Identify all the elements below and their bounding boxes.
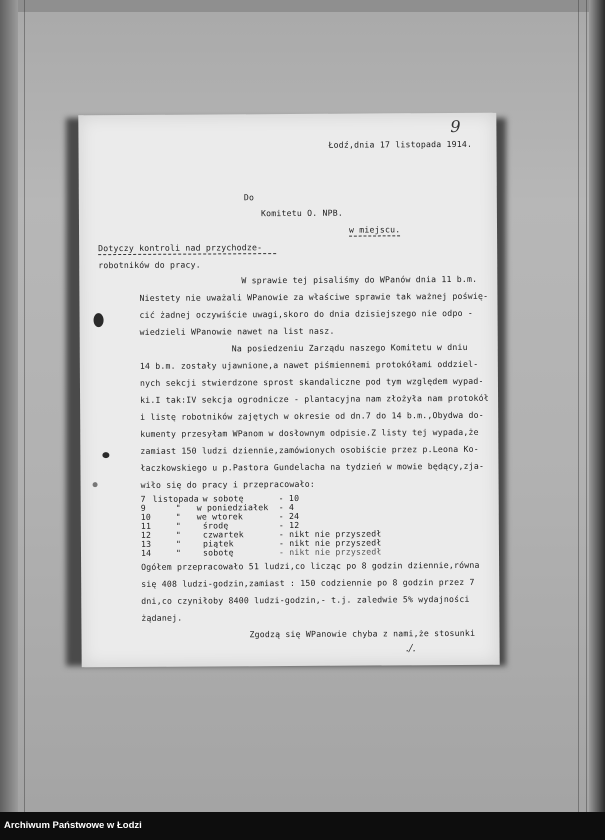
schedule-ditto: " bbox=[175, 538, 182, 549]
frame-line bbox=[586, 0, 587, 812]
schedule-count: - 24 bbox=[278, 510, 300, 522]
schedule-count: - nikt nie przyszedł bbox=[278, 546, 382, 558]
place-date: Łodź,dnia 17 listopada 1914. bbox=[328, 138, 473, 150]
body-line: i listę robotników zajętych w okresie od dn.7 do 14 b.m.,Obydwa do- bbox=[140, 409, 484, 422]
schedule-day: 7 bbox=[140, 493, 146, 504]
body-line: łaczkowskiego u p.Pastora Gundelacha na tydzień w mowie będący,zja- bbox=[140, 460, 485, 473]
schedule-weekday: w sobotę bbox=[202, 493, 244, 504]
body-line: ki.I tak:IV sekcja ogrodnicze - plantacyjna nam złożyła nam protokół bbox=[140, 392, 489, 405]
body-line: W sprawie tej pisaliśmy do WPanów dnia 11 b.m. bbox=[241, 273, 478, 286]
schedule-ditto: " bbox=[175, 520, 181, 531]
punch-hole bbox=[94, 313, 104, 327]
schedule-ditto: listopada bbox=[152, 493, 199, 504]
schedule-count: - 12 bbox=[278, 519, 300, 531]
top-edge bbox=[0, 0, 605, 12]
addressee-name: Komitetu O. NPB. bbox=[260, 207, 344, 219]
schedule-count: - nikt nie przyszedł bbox=[278, 528, 382, 540]
body-line: wiło się do pracy i przepracowało: bbox=[140, 478, 316, 490]
schedule-day: 10 bbox=[140, 511, 152, 522]
subject-line-1: Dotyczy kontroli nad przychodze- bbox=[98, 242, 263, 254]
body-line: cić żadnej oczywiście uwagi,skoro do dnia dzisiejszego nie odpo - bbox=[139, 307, 473, 320]
body-line: kumenty przesyłam WPanom w dosłownym odpisie.Z listy tej wypada,że bbox=[140, 426, 479, 439]
body-line: Na posiedzeniu Zarządu naszego Komitetu w dniu bbox=[231, 341, 468, 354]
left-edge bbox=[0, 0, 18, 812]
schedule-weekday: środę bbox=[202, 520, 229, 531]
body-line: wiedzieli WPanowie nawet na list nasz. bbox=[139, 325, 335, 337]
archive-label: Archiwum Państwowe w Łodzi bbox=[4, 820, 142, 831]
schedule-ditto: " bbox=[175, 511, 181, 522]
schedule-ditto: " bbox=[175, 502, 181, 513]
schedule-day: 11 bbox=[140, 520, 152, 531]
page-number: 9 bbox=[450, 116, 461, 137]
body-line: nych sekcji stwierdzone sprost skandaliczne pod tym względem wypad- bbox=[139, 375, 484, 388]
body-line: Niestety nie uważali WPanowie za właściwe sprawie tak ważnej poświę- bbox=[139, 290, 489, 303]
schedule-day: 14 bbox=[140, 547, 152, 558]
summary-line: się 408 ludzi-godzin,zamiast : 150 codziennie po 8 godzin przez 7 bbox=[141, 576, 475, 589]
schedule-day: 12 bbox=[140, 529, 152, 540]
addressee-place: w miejscu. bbox=[349, 225, 400, 237]
summary-line: Ogółem przepracowało 51 ludzi,co licząc po 8 godzin dziennie,równa bbox=[141, 559, 480, 572]
schedule-weekday: piątek bbox=[202, 538, 234, 549]
schedule-ditto: " bbox=[175, 547, 182, 558]
schedule-count: - 4 bbox=[278, 501, 295, 513]
schedule-count: - nikt nie przyszedł bbox=[278, 537, 382, 549]
right-edge bbox=[589, 0, 605, 812]
frame-line bbox=[24, 0, 25, 812]
frame-line bbox=[578, 0, 579, 812]
summary-line: żądanej. bbox=[141, 612, 183, 623]
schedule-day: 13 bbox=[140, 538, 152, 549]
continuation-mark: ./. bbox=[405, 643, 416, 655]
closing-line: Zgodzą się WPanowie chyba z nami,że stosunki bbox=[249, 627, 476, 640]
addressee-to: Do bbox=[243, 192, 255, 203]
subject-line-2: robotników do pracy. bbox=[98, 259, 201, 271]
punch-hole bbox=[102, 452, 109, 458]
schedule-count: - 10 bbox=[278, 492, 300, 504]
punch-hole bbox=[93, 482, 98, 487]
summary-line: dni,co czyniłoby 8400 ludzi-godzin,- t.j. zaledwie 5% wydajności bbox=[141, 593, 470, 606]
body-line: zamiast 150 ludzi dziennie,zamówionych osobiście przez p.Leona Ko- bbox=[140, 443, 479, 456]
schedule-ditto: " bbox=[175, 529, 182, 540]
schedule-weekday: sobotę bbox=[202, 547, 234, 558]
schedule-weekday: czwartek bbox=[202, 529, 244, 540]
schedule-weekday: w poniedziałek bbox=[196, 502, 269, 513]
schedule-day: 9 bbox=[140, 502, 146, 513]
letter-page bbox=[78, 113, 499, 668]
body-line: 14 b.m. zostały ujawnione,a nawet piśmiennemi protokółami oddziel- bbox=[139, 358, 479, 371]
schedule-weekday: we wtorek bbox=[196, 511, 243, 522]
